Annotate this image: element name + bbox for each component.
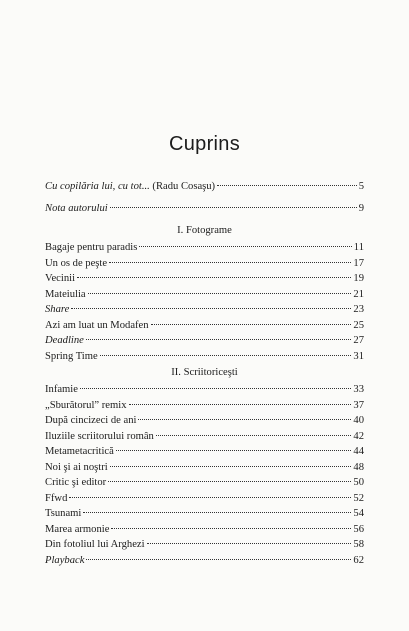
toc-intro-entry-1	[45, 179, 364, 195]
toc-entry	[45, 460, 364, 476]
dot-leader	[77, 277, 351, 278]
toc-section-list	[45, 240, 364, 364]
toc-entry-page: 19	[353, 273, 364, 284]
dot-leader	[100, 355, 352, 356]
dot-leader	[138, 419, 351, 420]
toc-entry	[45, 382, 364, 398]
toc-entry-title: Critic şi editor	[45, 477, 107, 488]
toc-entry-title: Tsunami	[45, 508, 82, 519]
dot-leader	[110, 466, 352, 467]
toc-entry-page: 54	[353, 508, 364, 519]
toc-entry-page: 9	[358, 203, 364, 214]
toc-entry-title: „Sburătorul” remix	[45, 399, 127, 411]
toc-entry-page: 42	[353, 430, 364, 442]
toc-entry-page: 27	[353, 335, 364, 346]
toc-entry-page: 48	[353, 461, 364, 473]
toc-entry-title: Iluziile scriitorului român	[45, 430, 154, 442]
toc-entry-page: 62	[353, 554, 364, 566]
dot-leader	[83, 512, 351, 513]
dot-leader	[86, 339, 352, 340]
dot-leader	[86, 559, 351, 560]
toc-entry	[45, 287, 364, 303]
toc-entry-page: 58	[353, 539, 364, 550]
toc-entry	[45, 475, 364, 491]
dot-leader	[139, 246, 351, 247]
toc-intro-entry-2	[45, 201, 364, 217]
toc-entry-page: 40	[353, 415, 364, 426]
toc-entry-page: 17	[353, 257, 364, 269]
toc-entry	[45, 398, 364, 414]
toc-entry	[45, 201, 364, 217]
toc-entry-title: Un os de peşte	[45, 257, 108, 269]
toc-entry-title: Noi şi ai noştri	[45, 461, 108, 473]
toc-entry-title: Deadline	[45, 335, 84, 346]
dot-leader	[217, 185, 357, 186]
toc-entry	[45, 522, 364, 538]
dot-leader	[110, 207, 357, 208]
toc-entry-page: 44	[353, 446, 364, 457]
toc-entry	[45, 506, 364, 522]
toc-entry	[45, 537, 364, 553]
toc-entry	[45, 271, 364, 287]
dot-leader	[156, 435, 352, 436]
toc-entry-page: 33	[353, 384, 364, 395]
toc-entry-title: Mateiulia	[45, 288, 86, 300]
dot-leader	[111, 528, 351, 529]
toc-entry	[45, 302, 364, 318]
toc-entry-title: După cincizeci de ani	[45, 415, 137, 426]
toc-entry-title: Spring Time	[45, 350, 98, 362]
dot-leader	[129, 404, 352, 405]
dot-leader	[116, 450, 352, 451]
toc-entry	[45, 349, 364, 365]
toc-entry	[45, 318, 364, 334]
toc-entry	[45, 553, 364, 569]
toc-entry-page: 21	[353, 288, 364, 300]
toc-entry-title: Metametacritică	[45, 446, 114, 457]
toc-entry	[45, 413, 364, 429]
page-title: Cuprins	[168, 133, 241, 155]
dot-leader	[71, 308, 351, 309]
dot-leader	[69, 497, 351, 498]
toc-entry-title: Ffwd	[45, 492, 68, 504]
toc-entry-page: 56	[353, 523, 364, 535]
toc-entry-page: 23	[353, 304, 364, 315]
toc-entry-page: 31	[353, 350, 364, 362]
toc-entry	[45, 179, 364, 195]
dot-leader	[80, 388, 351, 389]
toc-entry-title: Playback	[45, 554, 85, 566]
toc-entry-title: Infamie	[45, 384, 78, 395]
toc-entry-author: (Radu Cosaşu)	[149, 181, 216, 192]
toc-entry	[45, 429, 364, 445]
dot-leader	[109, 262, 351, 263]
toc-entry-page: 5	[358, 181, 364, 192]
toc-entry-page: 37	[353, 399, 364, 411]
toc-entry-page: 50	[353, 477, 364, 488]
toc-section-list	[45, 382, 364, 568]
toc-entry-title: Din fotoliul lui Arghezi	[45, 539, 145, 550]
toc-entry	[45, 333, 364, 349]
dot-leader	[147, 543, 352, 544]
toc-entry-title: Marea armonie	[45, 523, 110, 535]
section-heading: II. Scriitoriceşti	[171, 367, 238, 378]
toc-entry-title: Bagaje pentru paradis	[45, 242, 138, 253]
toc-entry-title: Vecinii	[45, 273, 76, 284]
toc-entry	[45, 491, 364, 507]
section-heading: I. Fotograme	[177, 225, 232, 236]
toc-entry-page: 25	[353, 319, 364, 331]
toc-entry-title: Azi am luat un Modafen	[45, 319, 149, 331]
toc-entry-title: Share	[45, 304, 70, 315]
dot-leader	[88, 293, 352, 294]
toc-entry-page: 11	[353, 242, 364, 253]
toc-entry	[45, 256, 364, 272]
toc-entry	[45, 240, 364, 256]
toc-entry-title: Nota autorului	[45, 203, 108, 214]
dot-leader	[151, 324, 352, 325]
toc-entry	[45, 444, 364, 460]
dot-leader	[108, 481, 351, 482]
toc-entry-page: 52	[353, 492, 364, 504]
toc-entry-title: Cu copilăria lui, cu tot...	[45, 181, 150, 192]
